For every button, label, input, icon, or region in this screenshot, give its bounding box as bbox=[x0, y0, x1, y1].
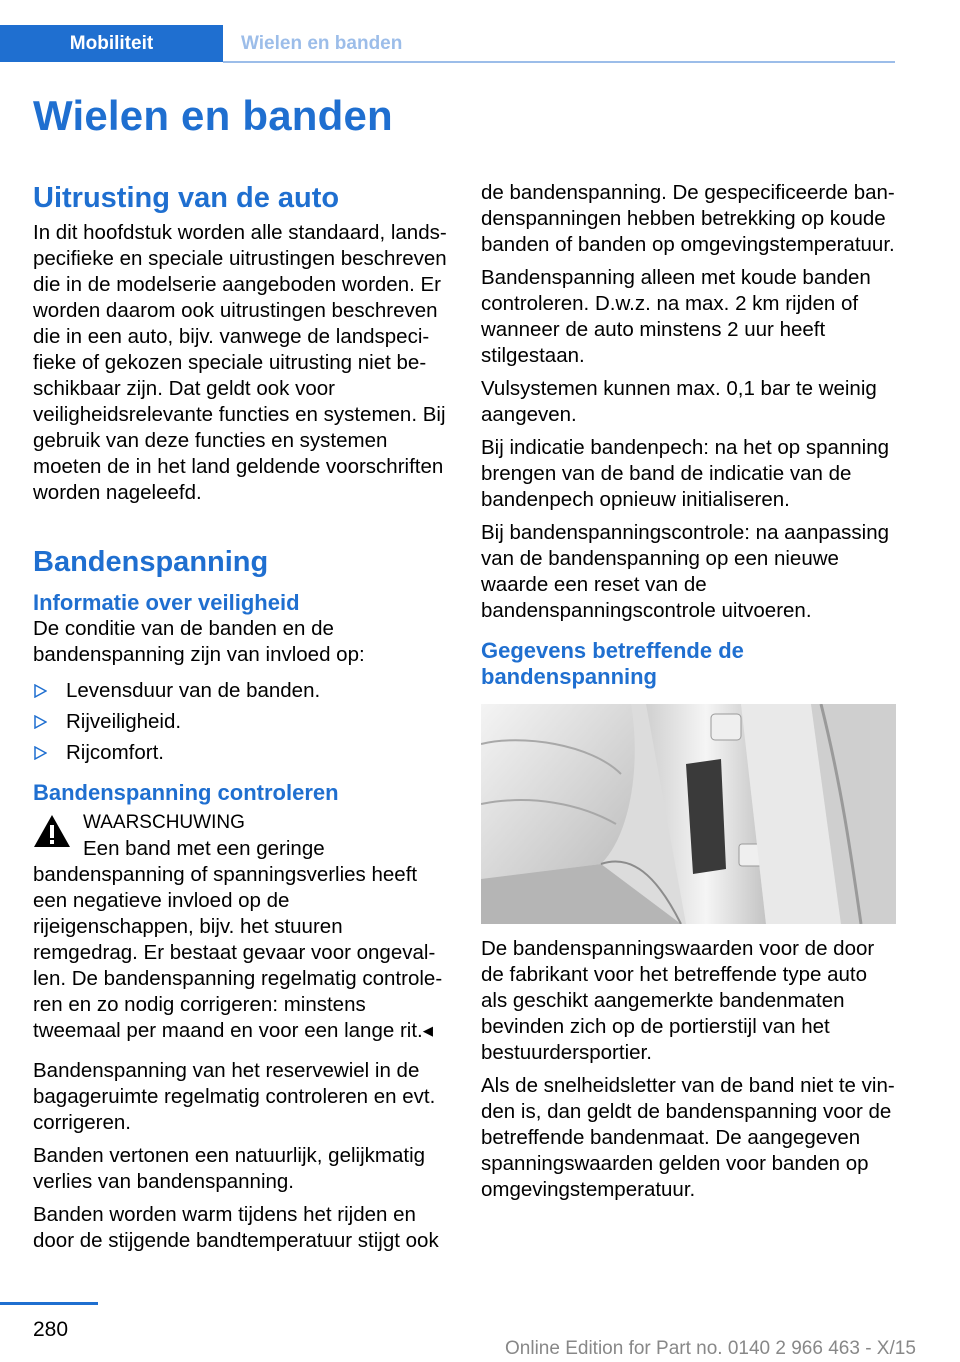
paragraph: de bandenspanning. De gespecificeerde bandenspanningen hebben betrekking op koude banden of banden op omgevingstemperatuur. bbox=[481, 181, 895, 256]
triangle-right-icon bbox=[33, 684, 47, 698]
list-item bbox=[33, 709, 447, 735]
list-item-text: Levensduur van de banden. bbox=[66, 679, 321, 702]
list-item-text: Rijveiligheid. bbox=[66, 710, 182, 733]
subsection-title-controleren: Bandenspanning controleren bbox=[33, 780, 339, 805]
page-number: 280 bbox=[33, 1318, 69, 1341]
paragraph: Bij indicatie bandenpech: na het op spanning brengen van de band de indicatie van de bandenpech opnieuw initialiseren. bbox=[481, 436, 890, 511]
list-item bbox=[33, 740, 447, 766]
section-title-uitrusting: Uitrusting van de auto bbox=[33, 182, 340, 214]
section-body-uitrusting: In dit hoofdstuk worden alle standaard, landspecifieke en speciale uitrustingen beschreven die in de modelserie aangeboden worden. Er worden daarom ook uitrustingen beschreven die in een auto, bijv. vanwege de landspecifieke of gekozen speciale uitrusting niet beschikbaar zijn. Dat geldt ook voor veiligheidsrelevante functies en systemen. Bij gebruik van deze functies en systemen moeten de in het land geldende voorschriften worden nageleefd. bbox=[33, 221, 447, 504]
paragraph: Bij bandenspanningscontrole: na aanpassing van de bandenspanning op een nieuwe waarde een reset van de bandenspanningscontrole uitvoeren. bbox=[481, 521, 890, 622]
list-item-text: Rijcomfort. bbox=[66, 741, 164, 764]
footer-divider bbox=[0, 1302, 98, 1305]
door-pillar-illustration bbox=[481, 704, 896, 924]
page-title: Wielen en banden bbox=[33, 92, 393, 139]
warning-block bbox=[33, 810, 447, 836]
paragraph: Bandenspanning alleen met koude banden controleren. D.w.z. na max. 2 km rijden of wanneer de auto minstens 2 uur heeft stilgestaan. bbox=[481, 266, 871, 367]
right-column bbox=[481, 180, 897, 1203]
subsection-body-veiligheid: De conditie van de banden en de bandenspanning zijn van invloed op: bbox=[33, 617, 365, 666]
left-column bbox=[33, 180, 447, 1254]
paragraph: Bandenspanning van het reservewiel in de bagageruimte regelmatig controleren en evt. corrigeren. bbox=[33, 1059, 436, 1134]
tab-wielen-en-banden[interactable]: Wielen en banden bbox=[241, 33, 403, 54]
subsection-title-gegevens: Gegevens betreffende de bandenspanning bbox=[481, 638, 744, 689]
section-title-bandenspanning: Bandenspanning bbox=[33, 546, 269, 578]
warning-label: WAARSCHUWING bbox=[83, 812, 245, 833]
door-pillar-photo bbox=[481, 704, 896, 924]
paragraph: Banden vertonen een natuurlijk, gelijkmatig verlies van bandenspanning. bbox=[33, 1144, 426, 1193]
bullet-list bbox=[33, 678, 447, 766]
tab-mobiliteit[interactable]: Mobiliteit bbox=[0, 25, 223, 62]
warning-triangle-icon bbox=[33, 814, 71, 848]
list-item bbox=[33, 678, 447, 704]
paragraph: Als de snelheidsletter van de band niet te vinden is, dan geldt de bandenspanning voor de betreffende bandenmaat. De aangegeven spanningswaarden gelden voor banden op omgevingstemperatuur. bbox=[481, 1074, 895, 1201]
paragraph: De bandenspanningswaarden voor de door de fabrikant voor het betreffende type auto als geschikt aangemerkte bandenmaten bevinden zich op de portierstijl van het bestuurdersportier. bbox=[481, 937, 875, 1064]
warning-text: Een band met een geringe bandenspanning of spanningsverlies heeft een negatieve invloed op de rijeigenschappen, bijv. het stuuren remgedrag. Er bestaat gevaar voor ongevallen. De bandenspanning regelmatig controleren en zo nodig corrigeren: minstens tweemaal per maand en voor een lange rit.◂ bbox=[33, 837, 443, 1042]
edition-footer: Online Edition for Part no. 0140 2 966 463 - X/15 bbox=[505, 1338, 916, 1359]
header-divider bbox=[223, 61, 895, 63]
subsection-title-veiligheid: Informatie over veiligheid bbox=[33, 590, 300, 615]
paragraph: Banden worden warm tijdens het rijden en door de stijgende bandtemperatuur stijgt ook bbox=[33, 1203, 439, 1252]
triangle-right-icon bbox=[33, 746, 47, 760]
triangle-right-icon bbox=[33, 715, 47, 729]
paragraph: Vulsystemen kunnen max. 0,1 bar te weinig aangeven. bbox=[481, 377, 877, 426]
